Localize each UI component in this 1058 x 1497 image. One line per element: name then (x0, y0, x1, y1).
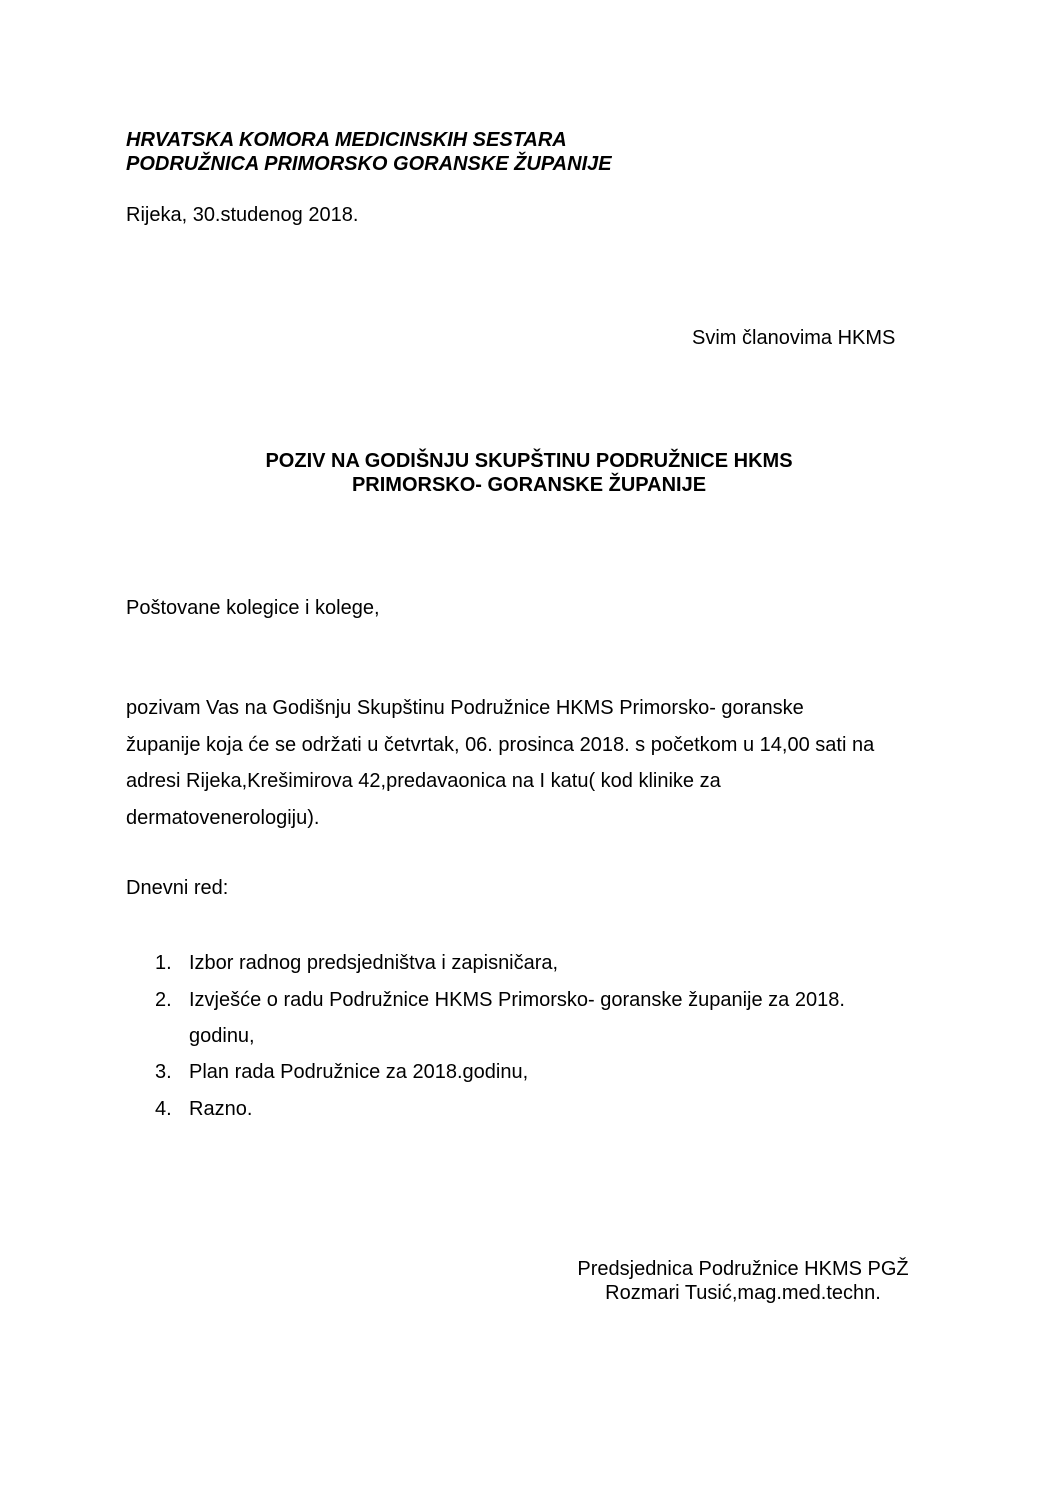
document-title-line2: PRIMORSKO- GORANSKE ŽUPANIJE (351, 474, 707, 496)
agenda-item-number: 2. (155, 989, 172, 1011)
agenda-item-text: godinu, (189, 1025, 255, 1047)
agenda-item-number: 1. (155, 952, 172, 974)
agenda-item-number: 3. (155, 1061, 172, 1083)
signature-name: Rozmari Tusić,mag.med.techn. (605, 1282, 881, 1304)
body-line: županije koja će se održati u četvrtak, 06. prosinca 2018. s početkom u 14,00 sati na (126, 734, 875, 756)
body-line: pozivam Vas na Godišnju Skupštinu Podružnice HKMS Primorsko- goranske (126, 697, 804, 719)
agenda-label: Dnevni red: (126, 877, 229, 899)
body-line: adresi Rijeka,Krešimirova 42,predavaonica na I katu( kod klinike za (126, 770, 721, 792)
org-name-line2: PODRUŽNICA PRIMORSKO GORANSKE ŽUPANIJE (126, 153, 612, 175)
agenda-item-text: Izbor radnog predsjedništva i zapisničara, (189, 952, 559, 974)
signature-title: Predsjednica Podružnice HKMS PGŽ (577, 1258, 909, 1280)
salutation: Poštovane kolegice i kolege, (126, 597, 380, 619)
body-line: dermatovenerologiju). (126, 807, 320, 829)
agenda-item-number: 4. (155, 1098, 172, 1120)
agenda-item-text: Izvješće o radu Podružnice HKMS Primorsko- goranske županije za 2018. (189, 989, 845, 1011)
agenda-item-text: Razno. (189, 1098, 253, 1120)
date-line: Rijeka, 30.studenog 2018. (126, 204, 359, 226)
document-title-line1: POZIV NA GODIŠNJU SKUPŠTINU PODRUŽNICE HKMS (265, 450, 793, 472)
agenda-item-text: Plan rada Podružnice za 2018.godinu, (189, 1061, 529, 1083)
org-name-line1: HRVATSKA KOMORA MEDICINSKIH SESTARA (126, 129, 567, 151)
recipient-line: Svim članovima HKMS (692, 327, 896, 349)
